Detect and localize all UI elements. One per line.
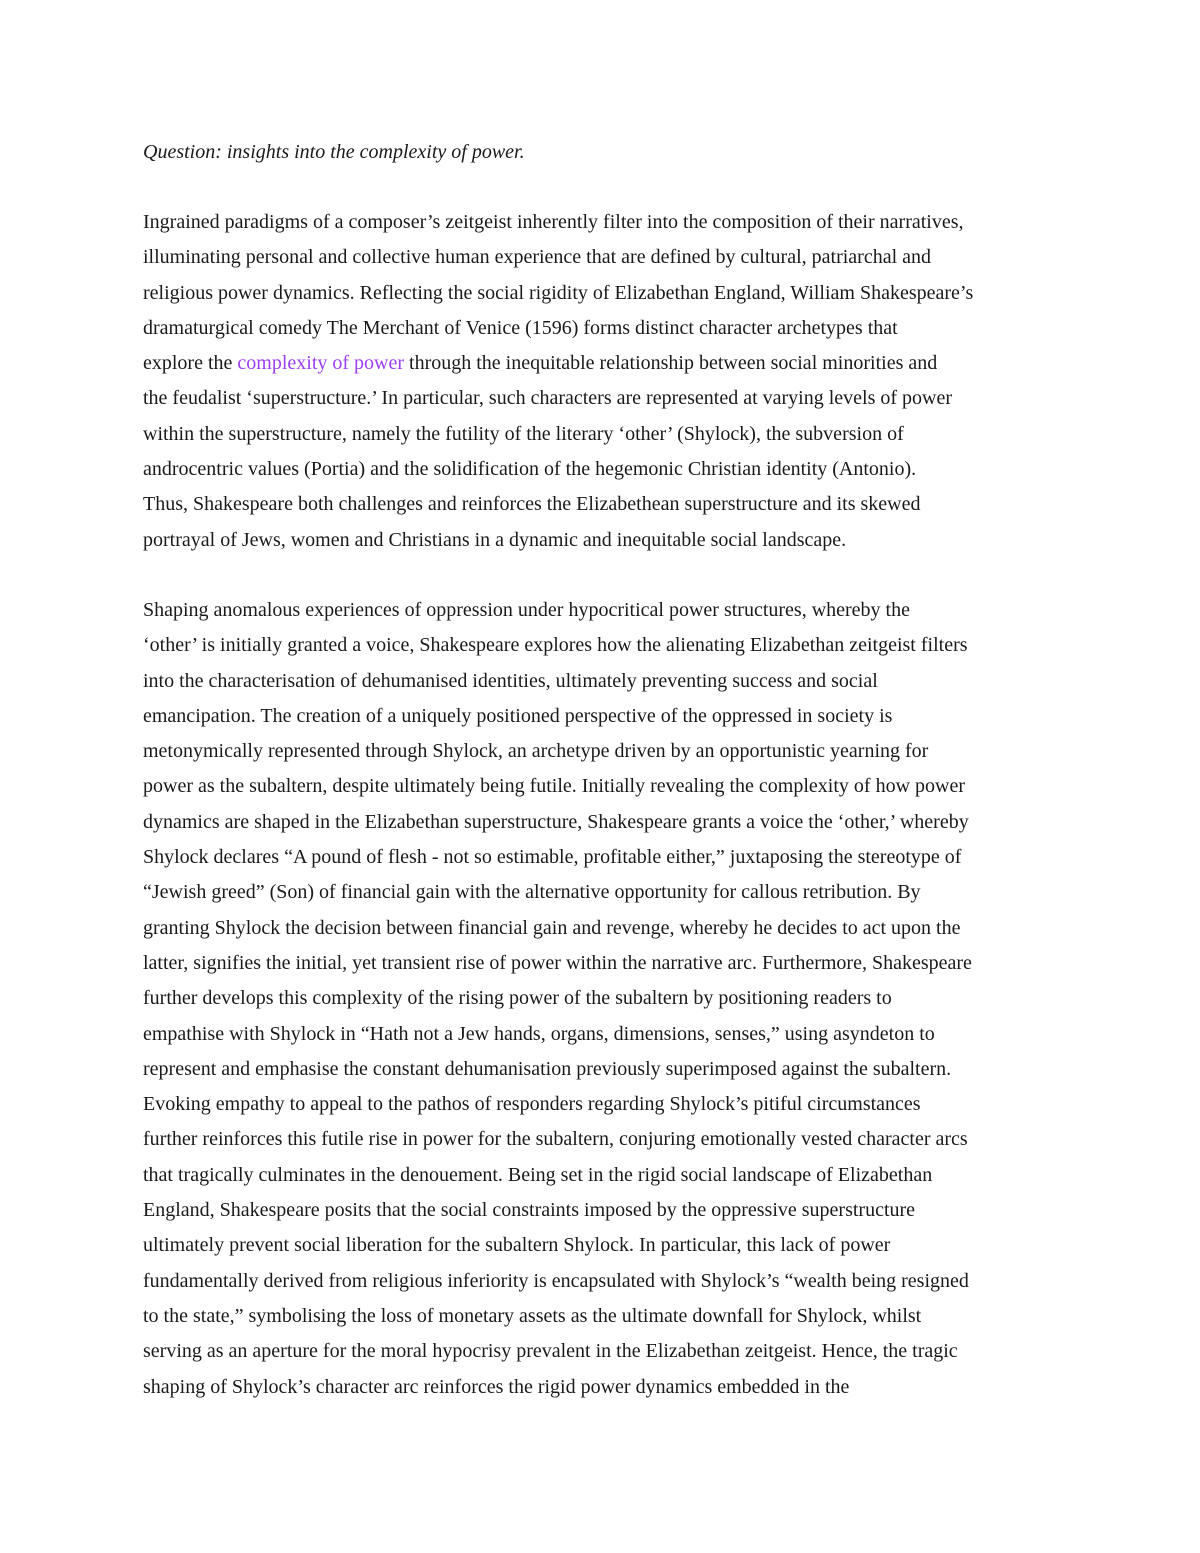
text-line: England, Shakespeare posits that the social constraints imposed by the oppressive superstructure [143, 1199, 916, 1222]
text-line: Thus, Shakespeare both challenges and reinforces the Elizabethean superstructure and its skewed [143, 493, 921, 516]
text-line: serving as an aperture for the moral hypocrisy prevalent in the Elizabethan zeitgeist. Hence, the tragic [143, 1340, 958, 1363]
text-line: to the state,” symbolising the loss of monetary assets as the ultimate downfall for Shylock, whilst [143, 1304, 922, 1327]
text-line: Shaping anomalous experiences of oppression under hypocritical power structures, whereby the [143, 598, 910, 621]
text-line: the feudalist ‘superstructure.’ In particular, such characters are represented at varying levels of power [143, 387, 953, 410]
text-line: Shylock declares “A pound of flesh - not so estimable, profitable either,” juxtaposing the stereotype of [143, 846, 962, 869]
text-line: empathise with Shylock in “Hath not a Jew hands, organs, dimensions, senses,” using asyndeton to [143, 1022, 935, 1045]
text-line: dynamics are shaped in the Elizabethan superstructure, Shakespeare grants a voice the ‘other,’ whereby [143, 810, 969, 833]
text-line: into the characterisation of dehumanised identities, ultimately preventing success and social [143, 669, 878, 692]
paragraph-introduction [143, 205, 1068, 558]
text-line: ‘other’ is initially granted a voice, Shakespeare explores how the alienating Elizabethan zeitgeist filters [143, 634, 968, 657]
text-line: Ingrained paradigms of a composer’s zeitgeist inherently filter into the composition of their narratives, [143, 211, 964, 233]
text-line: illuminating personal and collective human experience that are defined by cultural, patriarchal and [143, 246, 932, 269]
text-line: fundamentally derived from religious inferiority is encapsulated with Shylock’s “wealth being resigned [143, 1269, 969, 1292]
text-line: further reinforces this futile rise in power for the subaltern, conjuring emotionally vested character arcs [143, 1128, 968, 1151]
paragraph-body-shylock [143, 593, 1068, 1405]
text-line: granting Shylock the decision between financial gain and revenge, whereby he decides to act upon the [143, 916, 961, 939]
text-segment: explore the [143, 352, 238, 375]
text-line: that tragically culminates in the denouement. Being set in the rigid social landscape of Elizabethan [143, 1163, 933, 1186]
question-heading: Question: insights into the complexity of power. [143, 141, 525, 163]
text-line: Evoking empathy to appeal to the pathos of responders regarding Shylock’s pitiful circumstances [143, 1093, 921, 1116]
text-line: further develops this complexity of the rising power of the subaltern by positioning readers to [143, 987, 892, 1010]
text-line: metonymically represented through Shylock, an archetype driven by an opportunistic yearning for [143, 740, 929, 763]
text-line: within the superstructure, namely the futility of the literary ‘other’ (Shylock), the subversion of [143, 422, 904, 445]
text-line: represent and emphasise the constant dehumanisation previously superimposed against the subaltern. [143, 1057, 952, 1080]
text-line: androcentric values (Portia) and the solidification of the hegemonic Christian identity (Antonio). [143, 458, 917, 481]
text-line: dramaturgical comedy The Merchant of Venice (1596) forms distinct character archetypes that [143, 316, 898, 339]
text-segment: through the inequitable relationship between social minorities and [404, 352, 938, 375]
text-line: portrayal of Jews, women and Christians in a dynamic and inequitable social landscape. [143, 528, 847, 551]
text-line: “Jewish greed” (Son) of financial gain with the alternative opportunity for callous retribution. By [143, 881, 921, 904]
text-line: religious power dynamics. Reflecting the social rigidity of Elizabethan England, William Shakespeare’s [143, 281, 974, 304]
text-line: power as the subaltern, despite ultimately being futile. Initially revealing the complexity of how power [143, 775, 965, 798]
document-page [143, 135, 1068, 1440]
text-line: emancipation. The creation of a uniquely positioned perspective of the oppressed in society is [143, 704, 893, 727]
text-line [143, 346, 1068, 381]
highlighted-phrase: complexity of power [237, 352, 405, 375]
text-line: ultimately prevent social liberation for the subaltern Shylock. In particular, this lack of power [143, 1234, 891, 1257]
text-line: latter, signifies the initial, yet transient rise of power within the narrative arc. Furthermore, Shakespeare [143, 951, 972, 974]
text-line: shaping of Shylock’s character arc reinforces the rigid power dynamics embedded in the [143, 1375, 850, 1398]
